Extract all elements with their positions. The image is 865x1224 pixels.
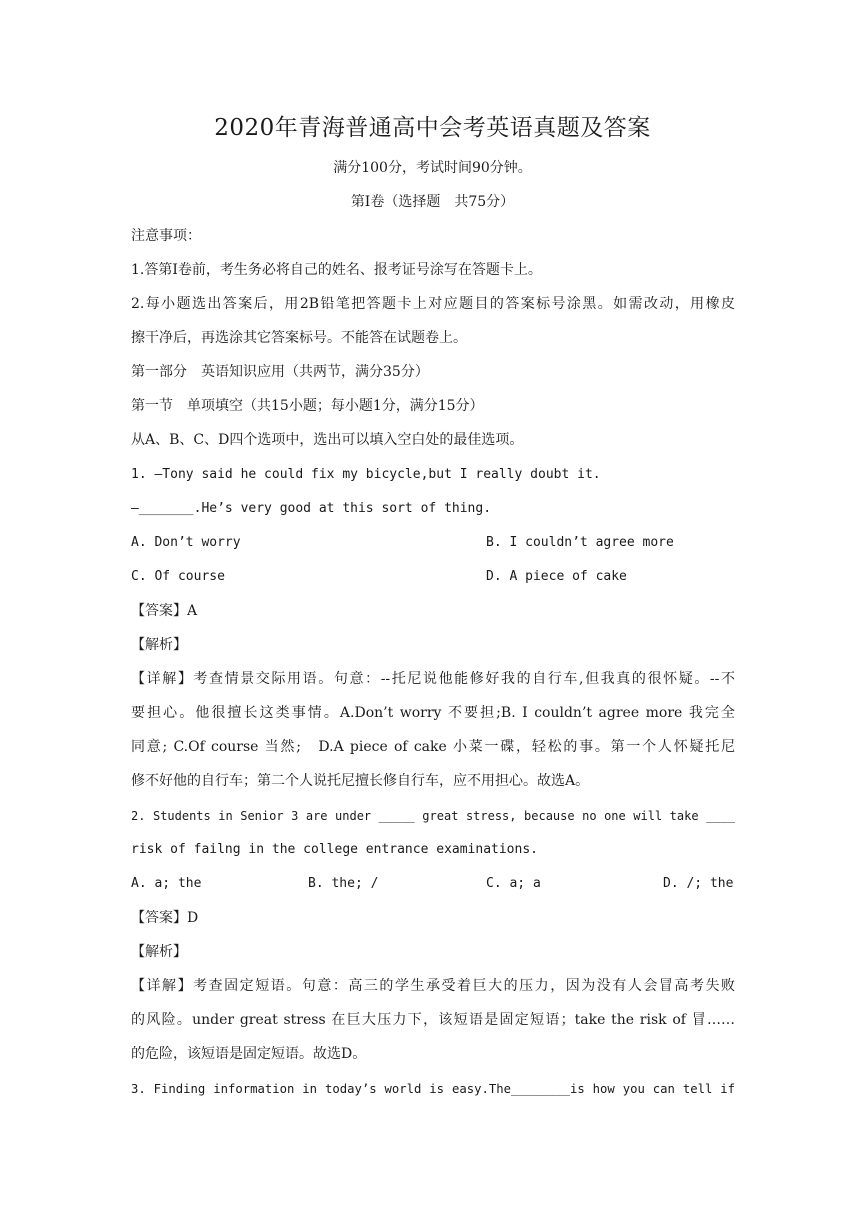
question-2-option-a: A. a; the	[131, 876, 202, 891]
notice-item-2-line1: 2.每小题选出答案后，用2B铅笔把答题卡上对应题目的答案标号涂黑。如需改动，用橡皮	[131, 296, 735, 312]
score-info: 满分100分，考试时间90分钟。	[333, 160, 532, 176]
question-2-detail-line3: 的危险，该短语是固定短语。故选D。	[131, 1046, 367, 1062]
question-2-stem-line1: 2. Students in Senior 3 are under _____ great stress, because no one will take ____	[131, 809, 735, 823]
section-heading: 第一部分 英语知识应用（共两节，满分35分）	[131, 364, 429, 380]
question-2-detail-line1: 【详解】考查固定短语。句意：高三的学生承受着巨大的压力，因为没有人会冒高考失败	[131, 978, 735, 994]
question-1-answer: 【答案】A	[131, 603, 198, 619]
question-2-option-b: B. the; /	[308, 876, 379, 891]
question-1-stem-line2: —_______.He’s very good at this sort of thing.	[131, 501, 492, 516]
question-1-detail-line2: 要担心。他很擅长这类事情。A.Don’t worry 不要担;B. I couldn’t agree more 我完全	[131, 705, 735, 721]
question-2-option-c: C. a; a	[486, 876, 541, 891]
notice-item-1: 1.答第Ⅰ卷前，考生务必将自己的姓名、报考证号涂写在答题卡上。	[131, 262, 542, 278]
question-1-option-a: A. Don’t worry	[131, 535, 241, 550]
question-1-option-c: C. Of course	[131, 569, 225, 584]
question-1-option-b: B. I couldn’t agree more	[486, 535, 674, 550]
question-1-stem-line1: 1. —Tony said he could fix my bicycle,but I really doubt it.	[131, 467, 601, 482]
notice-item-2-line2: 擦干净后，再选涂其它答案标号。不能答在试题卷上。	[131, 330, 467, 346]
question-2-answer: 【答案】D	[131, 910, 199, 926]
question-2-option-d: D. /; the	[663, 876, 734, 891]
subsection-heading: 第一节 单项填空（共15小题；每小题1分，满分15分）	[131, 398, 484, 414]
question-1-detail-line3: 同意; C.Of course 当然; D.A piece of cake 小菜一碟，轻松的事。第一个人怀疑托尼	[131, 739, 735, 755]
question-1-detail-line4: 修不好他的自行车；第二个人说托尼擅长修自行车，应不用担心。故选A。	[131, 773, 590, 789]
question-1-option-d: D. A piece of cake	[486, 569, 627, 584]
part-heading: 第Ⅰ卷（选择题 共75分）	[350, 194, 515, 210]
question-3-stem-line1: 3. Finding information in today’s world is easy.The________is how you can tell if	[131, 1082, 735, 1096]
question-2-analysis-label: 【解析】	[131, 944, 187, 960]
notice-heading: 注意事项：	[131, 228, 201, 244]
question-2-stem-line2: risk of failng in the college entrance examinations.	[131, 842, 538, 857]
instruction-text: 从A、B、C、D四个选项中，选出可以填入空白处的最佳选项。	[131, 432, 524, 448]
question-2-detail-line2: 的风险。under great stress 在巨大压力下，该短语是固定短语；take the risk of 冒……	[131, 1012, 735, 1028]
question-1-detail-line1: 【详解】考查情景交际用语。句意：--托尼说他能修好我的自行车,但我真的很怀疑。--不	[131, 671, 735, 687]
question-1-analysis-label: 【解析】	[131, 637, 187, 653]
document-title: 2020年青海普通高中会考英语真题及答案	[214, 115, 651, 141]
